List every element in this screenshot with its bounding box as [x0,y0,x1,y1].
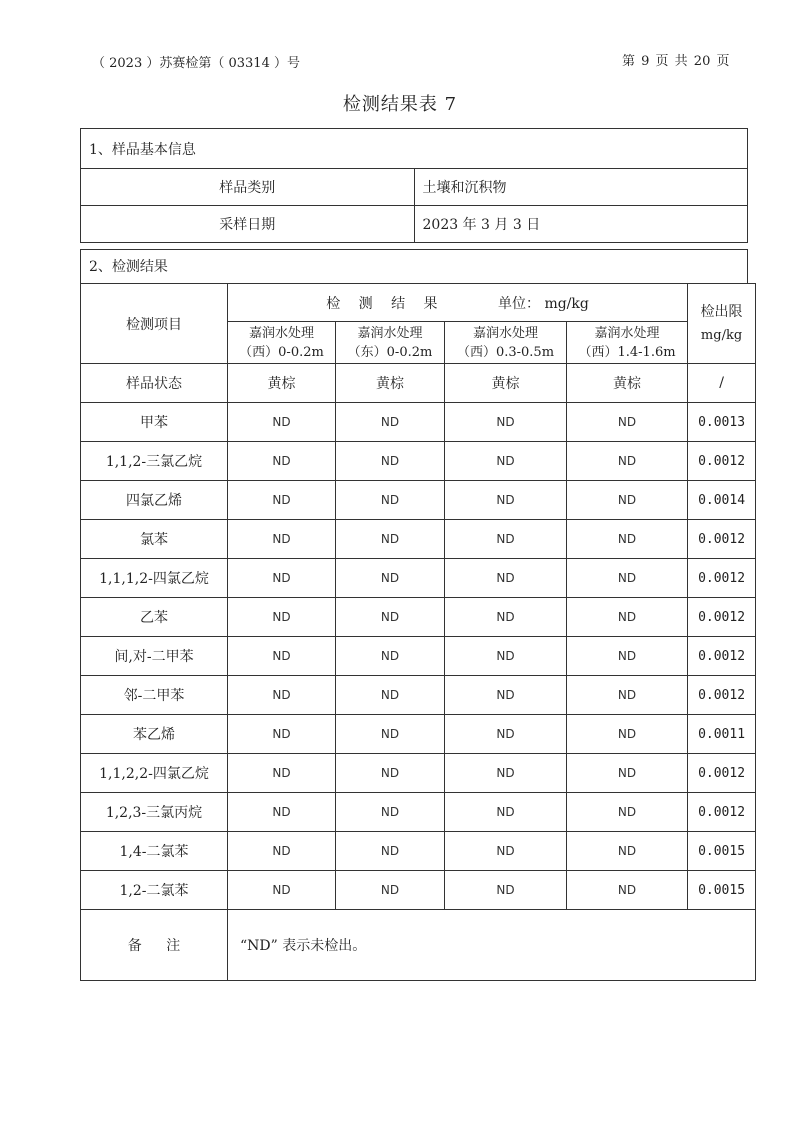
result-cell: ND [567,754,688,793]
result-cell: ND [228,559,336,598]
detection-limit-cell: 0.0014 [688,481,756,520]
result-cell: ND [445,676,567,715]
result-cell: ND [445,598,567,637]
table-row [81,754,756,793]
detection-limit-cell: 0.0012 [688,793,756,832]
sample-info-table [80,128,748,243]
sample-site-name: 嘉润水处理 [472,325,538,341]
remark-text: “ND” 表示未检出。 [228,910,756,981]
data-rows [81,403,756,910]
result-cell: ND [567,637,688,676]
detection-limit-cell: 0.0012 [688,637,756,676]
section-heading-results: 2、检测结果 [80,249,748,283]
table-row [81,520,756,559]
result-cell: ND [567,715,688,754]
result-cell: ND [228,754,336,793]
result-cell: ND [445,871,567,910]
detection-limit-cell: 0.0015 [688,871,756,910]
table-row [81,481,756,520]
sample-site-name: 嘉润水处理 [594,325,660,341]
page-title: 检测结果表 7 [342,94,458,115]
result-cell: ND [336,442,445,481]
result-cell: ND [567,559,688,598]
analyte-name: 1,1,1,2-四氯乙烷 [81,559,228,598]
result-cell: ND [567,676,688,715]
analyte-name: 间,对-二甲苯 [81,637,228,676]
unit-label: 单位： mg/kg [498,295,589,312]
result-cell: ND [336,715,445,754]
result-cell: ND [445,481,567,520]
sampling-date-value: 2023 年 3 月 3 日 [414,206,748,243]
result-cell: ND [228,832,336,871]
detection-limit-cell: 0.0012 [688,559,756,598]
analyte-name: 乙苯 [81,598,228,637]
result-cell: ND [336,481,445,520]
result-cell: ND [567,403,688,442]
result-cell: ND [445,715,567,754]
detection-limit-cell: 0.0012 [688,676,756,715]
table-row [81,559,756,598]
result-cell: ND [336,520,445,559]
table-row [81,871,756,910]
result-cell: ND [567,520,688,559]
result-cell: ND [228,442,336,481]
sample-depth: （西）0.3-0.5m [456,344,555,360]
result-cell: ND [445,520,567,559]
detection-limit-cell: 0.0015 [688,832,756,871]
sample-site-name: 嘉润水处理 [357,325,423,341]
analyte-name: 邻-二甲苯 [81,676,228,715]
analyte-name: 1,4-二氯苯 [81,832,228,871]
sample-site-name: 嘉润水处理 [248,325,314,341]
result-cell: ND [228,598,336,637]
result-cell: ND [445,793,567,832]
result-cell: ND [336,754,445,793]
result-cell: ND [567,481,688,520]
table-row [81,403,756,442]
result-cell: ND [336,637,445,676]
detection-limit-unit: mg/kg [700,327,743,343]
table-row [81,637,756,676]
page-number: 第 9 页 共 20 页 [622,54,730,69]
sample-category-label: 样品类别 [81,169,415,206]
result-cell: ND [567,598,688,637]
detection-limit-cell: 0.0012 [688,598,756,637]
analyte-name: 1,1,2,2-四氯乙烷 [81,754,228,793]
table-row [81,598,756,637]
detection-limit-cell: 0.0012 [688,442,756,481]
result-cell: ND [336,871,445,910]
sample-state-value: 黄棕 [567,364,688,403]
sample-state-value: 黄棕 [228,364,336,403]
result-cell: ND [336,559,445,598]
detection-limit-header [688,284,756,364]
sample-column-header [445,322,567,364]
report-number: （ 2023 ）苏赛检第（ 03314 ）号 [92,56,300,71]
analyte-name: 1,2-二氯苯 [81,871,228,910]
result-cell: ND [567,871,688,910]
sample-column-header [567,322,688,364]
detection-limit-cell: 0.0013 [688,403,756,442]
result-cell: ND [445,403,567,442]
sample-depth: （西）0-0.2m [239,344,324,360]
detection-limit-cell: 0.0012 [688,520,756,559]
section-heading-sample-info: 1、样品基本信息 [81,129,748,169]
analyte-name: 氯苯 [81,520,228,559]
result-cell: ND [228,403,336,442]
table-row [81,715,756,754]
detection-limit-label: 检出限 [700,303,743,320]
detection-limit-cell: 0.0011 [688,715,756,754]
detection-limit-cell: 0.0012 [688,754,756,793]
results-header-label: 检 测 结 果 [326,295,438,312]
result-cell: ND [336,403,445,442]
result-cell: ND [336,676,445,715]
sample-state-limit: / [688,364,756,403]
result-cell: ND [445,559,567,598]
result-cell: ND [336,598,445,637]
result-cell: ND [567,793,688,832]
table-row [81,793,756,832]
sample-state-value: 黄棕 [445,364,567,403]
result-cell: ND [228,637,336,676]
remark-label: 备 注 [81,910,228,981]
analyte-name: 1,2,3-三氯丙烷 [81,793,228,832]
results-table [80,283,756,981]
result-cell: ND [228,520,336,559]
sample-category-value: 土壤和沉积物 [414,169,748,206]
sample-state-row [81,364,756,403]
result-cell: ND [228,481,336,520]
result-cell: ND [567,442,688,481]
sampling-date-label: 采样日期 [81,206,415,243]
sample-depth: （西）1.4-1.6m [578,344,676,360]
table-row [81,832,756,871]
analyte-name: 甲苯 [81,403,228,442]
result-cell: ND [445,442,567,481]
result-cell: ND [445,637,567,676]
sample-state-label: 样品状态 [81,364,228,403]
analyte-name: 四氯乙烯 [81,481,228,520]
sample-column-header [336,322,445,364]
sample-depth: （东）0-0.2m [347,344,433,360]
sample-column-header [228,322,336,364]
result-cell: ND [445,754,567,793]
item-column-header: 检测项目 [81,284,228,364]
result-cell: ND [336,793,445,832]
result-cell: ND [336,832,445,871]
table-row [81,676,756,715]
analyte-name: 苯乙烯 [81,715,228,754]
results-group-header [228,284,688,322]
result-cell: ND [228,871,336,910]
result-cell: ND [228,793,336,832]
sample-state-value: 黄棕 [336,364,445,403]
result-cell: ND [228,715,336,754]
result-cell: ND [567,832,688,871]
analyte-name: 1,1,2-三氯乙烷 [81,442,228,481]
result-cell: ND [445,832,567,871]
table-row [81,442,756,481]
result-cell: ND [228,676,336,715]
